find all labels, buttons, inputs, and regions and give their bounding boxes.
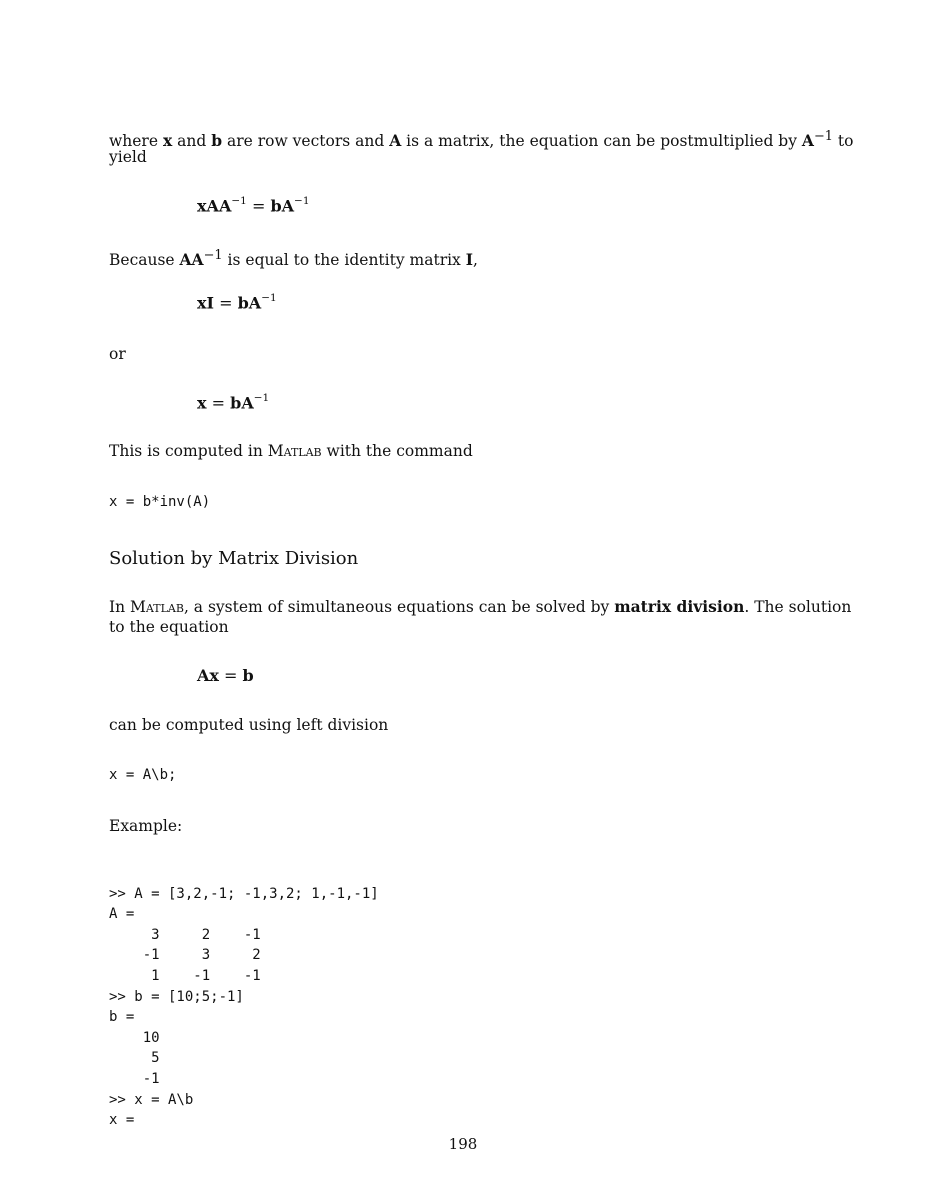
paragraph-matlab-command bbox=[109, 441, 473, 462]
text-segment: This is computed in bbox=[109, 442, 268, 460]
symbol-I: I bbox=[465, 250, 473, 270]
symbol-b: b bbox=[211, 131, 223, 151]
text-segment: , bbox=[473, 251, 478, 270]
eq-rhs: bA bbox=[237, 293, 262, 313]
code-left-division: x = A\b; bbox=[109, 767, 177, 783]
eq-lhs: xI bbox=[197, 293, 215, 313]
text-segment: is a matrix, the equation can be postmultiplied by bbox=[401, 132, 802, 151]
equals-sign: = bbox=[246, 196, 271, 216]
matlab-name: Matlab bbox=[267, 442, 322, 460]
page-number: 198 bbox=[448, 1135, 478, 1153]
eq-lhs: xAA bbox=[197, 196, 232, 216]
text-segment: In bbox=[109, 598, 131, 616]
text-segment: where bbox=[109, 132, 163, 151]
eq-rhs: bA bbox=[230, 393, 254, 413]
code-line: -1 bbox=[109, 1070, 160, 1087]
symbol-A-inverse: A bbox=[801, 131, 814, 151]
paragraph-matrix-division bbox=[109, 596, 851, 618]
symbol-A: A bbox=[389, 131, 402, 151]
equation-xAAinv bbox=[197, 196, 310, 215]
paragraph-intro-line2: yield bbox=[109, 148, 147, 166]
code-line: A = bbox=[109, 906, 135, 923]
equals-sign: = bbox=[206, 393, 231, 413]
code-line: 10 bbox=[109, 1029, 160, 1046]
eq-lhs: x bbox=[197, 393, 207, 413]
equals-sign: = bbox=[214, 293, 238, 313]
text-segment: is equal to the identity matrix bbox=[222, 251, 466, 270]
equation-xI bbox=[197, 293, 277, 312]
paragraph-example: Example: bbox=[109, 817, 183, 835]
exponent: −1 bbox=[261, 292, 277, 304]
code-line: b = bbox=[109, 1009, 135, 1026]
code-line: x = bbox=[109, 1112, 135, 1129]
code-line: 3 2 -1 bbox=[109, 926, 261, 943]
paragraph-matrix-division-line2: to the equation bbox=[109, 618, 229, 636]
code-inv: x = b*inv(A) bbox=[109, 494, 211, 510]
equals-sign: = bbox=[218, 666, 243, 685]
exponent: −1 bbox=[253, 392, 270, 404]
text-segment: to bbox=[832, 132, 854, 151]
text-segment: . The solution bbox=[744, 598, 852, 616]
symbol-x: x bbox=[162, 131, 173, 151]
text-segment: and bbox=[172, 132, 212, 151]
equation-Ax-b bbox=[197, 666, 254, 685]
eq-rhs: b bbox=[242, 666, 254, 685]
paragraph-intro bbox=[109, 126, 853, 152]
code-line: 5 bbox=[109, 1050, 160, 1067]
paragraph-left-division: can be computed using left division bbox=[109, 716, 389, 734]
symbol-AA: AA bbox=[179, 250, 204, 270]
exponent: −1 bbox=[813, 129, 833, 144]
exponent: −1 bbox=[203, 248, 223, 263]
matlab-name: Matlab bbox=[130, 598, 184, 616]
code-line: >> A = [3,2,-1; -1,3,2; 1,-1,-1] bbox=[109, 885, 379, 902]
code-line: 1 -1 -1 bbox=[109, 967, 261, 984]
code-line: >> x = A\b bbox=[109, 1091, 194, 1108]
text-segment: , a system of simultaneous equations can be solved by bbox=[183, 598, 615, 616]
text-segment: are row vectors and bbox=[222, 132, 390, 151]
paragraph-or: or bbox=[109, 345, 126, 363]
code-example-block bbox=[109, 863, 379, 1151]
code-line: >> b = [10;5;-1] bbox=[109, 988, 244, 1005]
text-segment: Because bbox=[109, 251, 180, 270]
exponent: −1 bbox=[294, 195, 310, 207]
code-line: -1 3 2 bbox=[109, 947, 261, 964]
section-heading: Solution by Matrix Division bbox=[109, 548, 359, 569]
exponent: −1 bbox=[231, 195, 247, 207]
term-matrix-division: matrix division bbox=[614, 597, 745, 616]
equation-x bbox=[197, 393, 269, 412]
eq-rhs: bA bbox=[270, 196, 295, 216]
paragraph-identity bbox=[109, 245, 478, 271]
text-segment: with the command bbox=[321, 442, 473, 460]
eq-lhs: Ax bbox=[197, 666, 219, 685]
